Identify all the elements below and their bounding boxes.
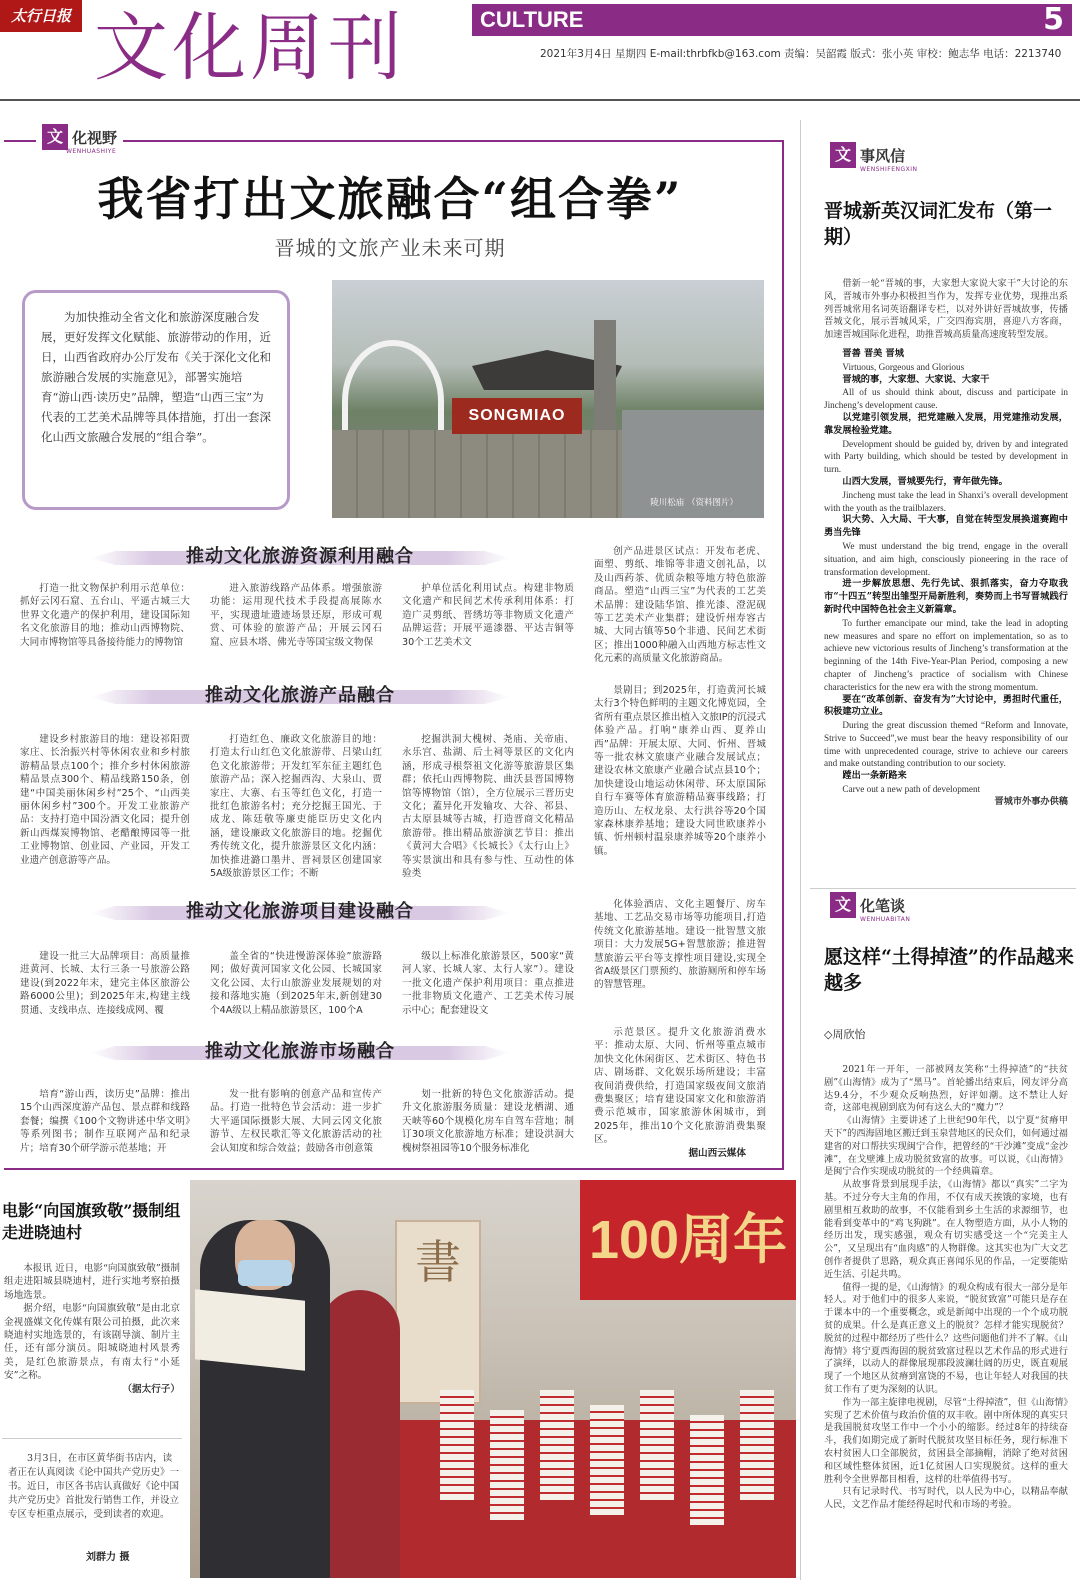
photo-book-stack <box>640 1390 674 1500</box>
photo-reader-man <box>200 1220 330 1578</box>
bottom-story-body <box>4 1262 180 1395</box>
column-tag-pinyin: WENHUABITAN <box>860 916 911 923</box>
bottom-story-title: 电影“向国旗致敬”摄制组走进晓迪村 <box>2 1201 181 1242</box>
bottom-story-para: 本报讯 近日，电影“向国旗致敬”摄制组走进阳城县晓迪村，进行实地考察拍摄场地选景。 <box>4 1263 180 1301</box>
section2-col1: 建设乡村旅游目的地：建设祁阳贾家庄、长治振兴村等休闲农业和乡村旅游精品景点100个；推介乡村休闲旅游精品景点300个、精品线路150条，创建“中国美丽休闲乡村”25个、“山西美丽休闲乡村”300个。开发工业旅游产品：支持打造中国汾酒文化园；提升创新山西煤炭博物馆、老醋酿博园等一批工业博物馆、创业园、产业园，开发工业遗产创意游等产品。 <box>20 734 190 866</box>
photo-sign-text: SONGMIAO <box>452 398 582 434</box>
page-number: 5 <box>1043 2 1064 37</box>
photo-reader-woman <box>320 1290 400 1578</box>
column-tag-pinyin: WENSHIFENGXIN <box>860 166 918 173</box>
section-en-label: CULTURE <box>480 7 584 32</box>
section1-col3: 护单位活化利用试点。构建非物质文化遗产和民间艺术传承利用体系：打造广灵剪纸、晋绣坊等非物质文化遗产品牌运营；开展平遥漆器、平达吉铜等30个工艺美术文 <box>402 583 574 648</box>
section4-col2: 发一批有影响的创意产品和宣传产品。打造一批特色节会活动：进一步扩大平遥国际摄影大展、大同云冈文化旅游节、左权民歌汇等文化旅游活动的社会认知度和综合效益；鼓励各市创意策 <box>210 1089 382 1154</box>
right1-intro: 借新一轮“晋城的事，大家想大家说大家干”大讨论的东风，晋城市外事办积极担当作为，发挥专业优势，现推出系列晋城常用名词英语翻译专栏，以对外讲好晋城故事，传播晋城文化，展示晋城风采，广交四海宾朋，喜迎八方客商，加速晋城国际化进程，助推晋城高质量高速度转型发展。 <box>824 278 1068 341</box>
section3-col1: 建设一批三大品牌项目：高质量推进黄河、长城、太行三条一号旅游公路建设(到2022年末，建完主体区旅游公路6000公里)；到2025年末,构建主线贯通、支线串点、连接线成网、覆 <box>20 951 190 1016</box>
column-tag-icon: 文 <box>42 124 68 150</box>
right1-source: 晋城市外事办供稿 <box>994 795 1068 807</box>
section3-col2: 盖全省的“快进慢游深体验”旅游路网；做好黄河国家文化公园、长城国家文化公园、太行山旅游业发展规划的对接和落地实施（到2025年末,新创建30个4A级以上精品旅游景区，100个A <box>210 951 382 1016</box>
section1-col4: 创产品进景区试点：开发布老虎、面塑、剪纸、堆锦等非遗文创礼品，以及山西药茶、优质杂粮等地方特色旅游商品。塑造“山西三宝”为代表的工艺美术品牌：建设陆华馆、推光漆、澄泥砚等工艺美术产业集群；建设忻州寿容古城、大同古镇等50个非遗、民间艺术街区；推出1000种融入山西地方标志性文化元素的高质量文化旅游商品。 <box>594 546 766 665</box>
column-tag-label: 化视野 <box>72 128 118 147</box>
bottom-divider <box>2 1438 182 1439</box>
right1-body <box>824 278 1068 868</box>
photo-caption-text: 3月3日，在市区黄华街书店内，读者正在认真阅读《论中国共产党历史》一书。近日，市区各书店认真做好《论中国共产党历史》首批发行销售工作，并设立专区专柜重点展示，受到读者的欢迎。 <box>8 1453 180 1520</box>
glossary-cn: 晋善 晋美 晋城 <box>842 347 904 359</box>
essay-paragraph: 从故事背景到展现手法，《山海情》都以“真实”二字为基。不过分夸大主角的作用，不仅有成天挨饿的家境，也有剧里相互救助的故事，不仅能看到乡土生活的求源细节，也能看到变革中的“鸡飞狗跳”。在人物塑造方面，从小人物的经历出发，现实感强，观众有切实感受这一个“完美主人公”，又呈现出有“血肉感”的人物群像。这其实也为广大文艺创作者提供了思路，观众真正喜闻乐见的作品，一定要能贴近生活、引起共鸣。 <box>824 1179 1068 1280</box>
essay-paragraph: 《山海情》主要讲述了上世纪90年代，以宁夏“贫瘠甲天下”的西海固地区搬迁到玉泉营地区的民众们，如何通过福建省的对口帮扶实现闽宁合作，把曾经的“干沙滩”变成“金沙滩”，在戈壁滩上成功脱贫致富的故事。可以说，《山海情》是闽宁合作实现成功脱贫的一个经典篇章。 <box>824 1115 1068 1178</box>
section-heading-4: 推动文化旅游市场融合 <box>90 1040 510 1064</box>
section-heading-3: 推动文化旅游项目建设融合 <box>90 900 510 924</box>
masthead-rule <box>0 99 1080 101</box>
section-title: 文化周刊 <box>94 5 406 91</box>
issue-meta: 2021年3月4日 星期四 E-mail:thrbfkb@163.com 责编：吴韶霞 版式：张小英 审校：鲍志华 电话：2213740 <box>540 48 1062 60</box>
photo-book-stack <box>690 1415 724 1525</box>
essay-paragraph: 只有记录时代、书写时代，以人民为中心，以精品奉献人民，文艺作品才能经得起时代和市场的考验。 <box>824 1486 1068 1511</box>
photo-book-stack <box>540 1390 574 1500</box>
glossary-en: Carve out a new path of development <box>842 784 981 795</box>
bottom-story-para: 据介绍，电影“向国旗致敬”是由北京金视盛媒文化传媒有限公司拍摄，此次来晓迪村实地选景的，有该剧导演、制片主任，还有部分演员。阳城晓迪村风景秀美，是红色旅游景点，有南太行“小延安”之称。 <box>4 1303 180 1382</box>
right2-title: 愿这样“土得掉渣”的作品越来越多 <box>824 946 1074 994</box>
glossary-cn: 以党建引领发展，把党建融入发展，用党建推动发展，靠发展检验党建。 <box>824 411 1068 436</box>
bottom-story-source: （据太行子） <box>122 1383 180 1395</box>
column-divider <box>800 120 801 1580</box>
glossary-en: We must understand the big trend, engage in the overall situation, and aim high, consciously pioneering in the race of transformation development. <box>824 540 1068 577</box>
column-tag-huashiye <box>36 124 123 155</box>
essay-paragraph: 值得一提的是，《山海情》的观众构成有很大一部分是年轻人。对于他们中的很多人来说，“脱贫致富”可能只是存在于课本中的一个重要概念，或是新闻中出现的一个个成功脱贫的成果。什么是真正意义上的脱贫？怎样才能实现脱贫？脱贫的过程中都经历了些什么？这些问题他们并不了解。《山海情》将宁夏西海固的脱贫致富过程以艺术作品的形式进行了演绎，以动人的群像展现那段波澜壮阔的历史，既直观展现了一个地区从贫瘠到富饶的不易，也让年轻人对我国的扶贫工作有了更为深刻的认识。 <box>824 1281 1068 1395</box>
section2-col4: 景剧目；到2025年，打造黄河长城太行3个特色鲜明的主题文化博览园，全省所有重点景区推出植入文旅IP的沉浸式体验产品。打响“康养山西、夏养山西”品牌：开展太原、大同、忻州、晋城等一批农林文旅康产业融合发展试点；建设农林文旅康产业融合试点县10个；加快建设山地运动休闲带、环太原国际自行车赛等体育旅游精品赛事线路；打造历山、左权龙泉、太行洪谷等20个国家森林康养基地；建设大同世欧康养小镇、忻州顿村温泉康养城等20个康养小镇。 <box>594 685 766 857</box>
glossary-en: Virtuous, Gorgeous and Glorious <box>842 361 965 372</box>
glossary-cn: 晋城的事，大家想、大家说、大家干 <box>842 373 990 385</box>
right-divider <box>810 888 1076 889</box>
feature-headline: 我省打出文旅融合“组合拳” <box>97 172 683 226</box>
scenic-photo <box>332 280 764 518</box>
glossary-en: To further emancipate our mind, take the lead in adopting new measures and spare no effort on implementation, so as to achieve new victorious results of Jincheng’s transformation at the beginning of the 14th Five-Year-Plan Period, composing a new chapter of Jincheng’s practice of socialism with Chinese characteristics for the new era with the strong momentum. <box>824 617 1068 692</box>
photo-tower-shape <box>594 320 616 430</box>
section-heading-1: 推动文化旅游资源利用融合 <box>90 545 510 569</box>
section4-col4: 示范景区。提升文化旅游消费水平：推动太原、大同、忻州等重点城市加快文化休闲街区、艺术街区、特色书店、剧场群、文化娱乐场所建设；丰富夜间消费供给，打造国家级夜间文旅消费集聚区；培育建设国家文化和旅游消费示范城市，国家旅游休闲城市，到2025年，推出10个文化旅游消费集聚区。 <box>594 1027 766 1146</box>
column-tag-shifengxin <box>830 142 918 173</box>
photographer-credit: 刘群力 摄 <box>86 1552 130 1563</box>
column-tag-label: 事风信 <box>860 146 906 165</box>
glossary-en: All of us should think about, discuss and participate in Jincheng’s development cause. <box>824 387 1068 411</box>
photo-banner: 100周年 <box>580 1180 796 1300</box>
right1-title: 晋城新英汉词汇发布（第一期） <box>824 200 1053 248</box>
column-tag-icon: 文 <box>830 892 856 918</box>
glossary-cn: 蹚出一条新路来 <box>842 770 907 782</box>
photo-book-stack <box>440 1390 474 1500</box>
photo-book-stack <box>740 1390 774 1500</box>
photo-caption: 陵川松庙 （资料图片） <box>650 498 738 508</box>
essay-paragraph: 2021年一开年，一部被网友笑称“土得掉渣”的“扶贫剧”《山海情》成为了“黑马”。首轮播出结束后，网友评分高达9.4分，不少观众反响热烈，好评如潮。这不禁让人好奇，这部电视剧到底为何有这么大的“魔力”？ <box>824 1064 1068 1114</box>
glossary-en: Jincheng must take the lead in Shanxi’s overall development with the youth as the trailblazers. <box>824 489 1068 513</box>
glossary-cn: 要在“改革创新、奋发有为”大讨论中，勇担时代重任，积极建功立业。 <box>824 693 1068 718</box>
section4-col1: 培育“游山西，读历史”品牌：推出15个山西深度游产品包、景点群和线路套餐；编撰《100个文物讲述中华文明》等系列图书；制作互联网产品和纪录片；培育30个研学游示范基地；开 <box>20 1089 190 1154</box>
feature-source: 据山西云媒体 <box>688 1148 746 1159</box>
glossary-cn: 识大势、入大局、干大事，自觉在转型发展换道赛跑中勇当先锋 <box>824 514 1068 539</box>
newspaper-logo: 太行日报 <box>0 0 82 32</box>
photo-calligraphy: 書 <box>395 1220 481 1404</box>
bookstore-photo <box>190 1180 796 1578</box>
glossary-cn: 进一步解放思想、先行先试、狠抓落实，奋力夺取我市“十四五”转型出雏型开局新胜利，奏势而上书写晋城践行新时代中国特色社会主义新篇章。 <box>824 578 1068 615</box>
photo-book-stack <box>490 1410 524 1520</box>
column-tag-bitan <box>830 892 911 923</box>
photo-stone-wall <box>332 430 632 518</box>
photo-book-stack <box>590 1405 624 1515</box>
section-heading-2: 推动文化旅游产品融合 <box>90 684 510 708</box>
section-bar <box>472 4 1072 36</box>
feature-intro: 为加快推动全省文化和旅游深度融合发展，更好发挥文化赋能、旅游带动的作用，近日，山西省政府办公厅发布《关于深化文化和旅游融合发展的实施意见》，部署实施培育“游山西·读历史”品牌，塑造“山西三宝”为代表的工艺美术品牌等具体措施，打出一套深化山西文旅融合发展的“组合拳”。 <box>22 290 290 510</box>
column-tag-label: 化笔谈 <box>860 896 906 915</box>
section2-col3: 挖掘洪洞大槐树、尧庙、关帝庙、永乐宫、盐湖、后土祠等景区的文化内涵，形成寻根祭祖文化游等旅游景区集群；依托山西博物院、曲沃县晋国博物馆等博物馆（馆），全方位展示三晋历史文化；蓋异化开发输攻、大谷、祁县、古太原县城等古城，打造晋商文化精品旅游带。推出精品旅游演艺节目：推出《黄河大合唱》《长城长》《太行山上》等实景演出和具有参与性、互动性的体验类 <box>402 734 574 880</box>
section3-col4: 化体验酒店、文化主题餐厅、房车基地、工艺品交易市场等功能项目,打造传统文化旅游基地。建设一批智慧文旅项目：大力发展5G+智慧旅游；推进智慧旅游云平台等支撑性项目建设,实现全省A级景区门票预约、旅游厕所和停车场的智慧管理。 <box>594 899 766 991</box>
right2-author: ◇周欣怡 <box>824 1028 866 1041</box>
section1-col1: 打造一批文物保护利用示范单位：抓好云冈石窟、五台山、平遥古城三大世界文化遗产的保护利用，建设国际知名文化旅游目的地；推动山西博物院、大同市博物馆等具备接待能力的博物馆 <box>20 583 190 648</box>
photo-mask <box>238 1260 292 1286</box>
photo-open-book <box>195 1289 305 1371</box>
glossary-en: During the great discussion themed “Reform and Innovate, Strive to Succeed”,we must bear the heavy responsibility of our time with unprecedented courage, strive to achieve our careers and make outstanding contribution to our society. <box>824 720 1068 769</box>
feature-subheadline: 晋城的文旅产业未来可期 <box>274 236 506 260</box>
section3-col3: 级以上标准化旅游景区，500家“黄河人家、长城人家、太行人家”）。建设一批文化遗产保护利用项目：重点推进一批非物质文化遗产、工艺美术传习展示中心；配套建设文 <box>402 951 574 1016</box>
section1-col2: 进入旅游线路产品体系。增强旅游功能：运用现代技术手段提高展陈水平，实现遗址遗迹场景还原，形成可观赏、可体验的旅游产品；开展云冈石窟、应县木塔、佛光寺等国宝级文物保 <box>210 583 382 648</box>
column-tag-icon: 文 <box>830 142 856 168</box>
glossary-cn: 山西大发展，晋城要先行，青年做先锋。 <box>842 475 1008 487</box>
section2-col2: 打造红色、廉政文化旅游目的地：打造太行山红色文化旅游带、吕梁山红色文化旅游带；开发红军东征主题红色旅游产品；深入挖掘西沟、大泉山、贾家庄、大寨、右玉等红色文化，打造一批红色旅游名村；充分挖掘王国光、于成龙、陈廷敬等廉吏能臣历史文化内涵，建设廉政文化旅游目的地。挖掘优秀传统文化，提升旅游景区文化内涵：加快推进潞口墨井、晋祠景区创建国家5A级旅游景区工作；不断 <box>210 734 382 880</box>
essay-paragraph: 作为一部主旋律电视剧，尽管“土得掉渣”，但《山海情》实现了艺术价值与政治价值的双丰收。剧中所体现的真实只是我国脱贫攻坚工作中一个小小的缩影。经过8年的持续奋斗，我们如期完成了新时代脱贫攻坚目标任务，现行标准下农村贫困人口全部脱贫，贫困县全部摘帽，消除了绝对贫困和区域性整体贫困，近1亿贫困人口实现脱贫。这样的重大胜利令全世界都目相看，这样的壮举值得书写。 <box>824 1396 1068 1485</box>
section4-col3: 划一批新的特色文化旅游活动。提升文化旅游服务质量：建设龙栖湖、通天峡等60个规模化房车自驾车营地；制订30项文化旅游地方标准；建设洪洞大槐树祭祖园等10个服务标准化 <box>402 1089 574 1154</box>
column-tag-pinyin: WENHUASHIYE <box>66 148 117 155</box>
right2-body <box>824 1064 1068 1582</box>
glossary-en: Development should be guided by, driven by and integrated with Party building, which should be tested by development in turn. <box>824 438 1068 475</box>
